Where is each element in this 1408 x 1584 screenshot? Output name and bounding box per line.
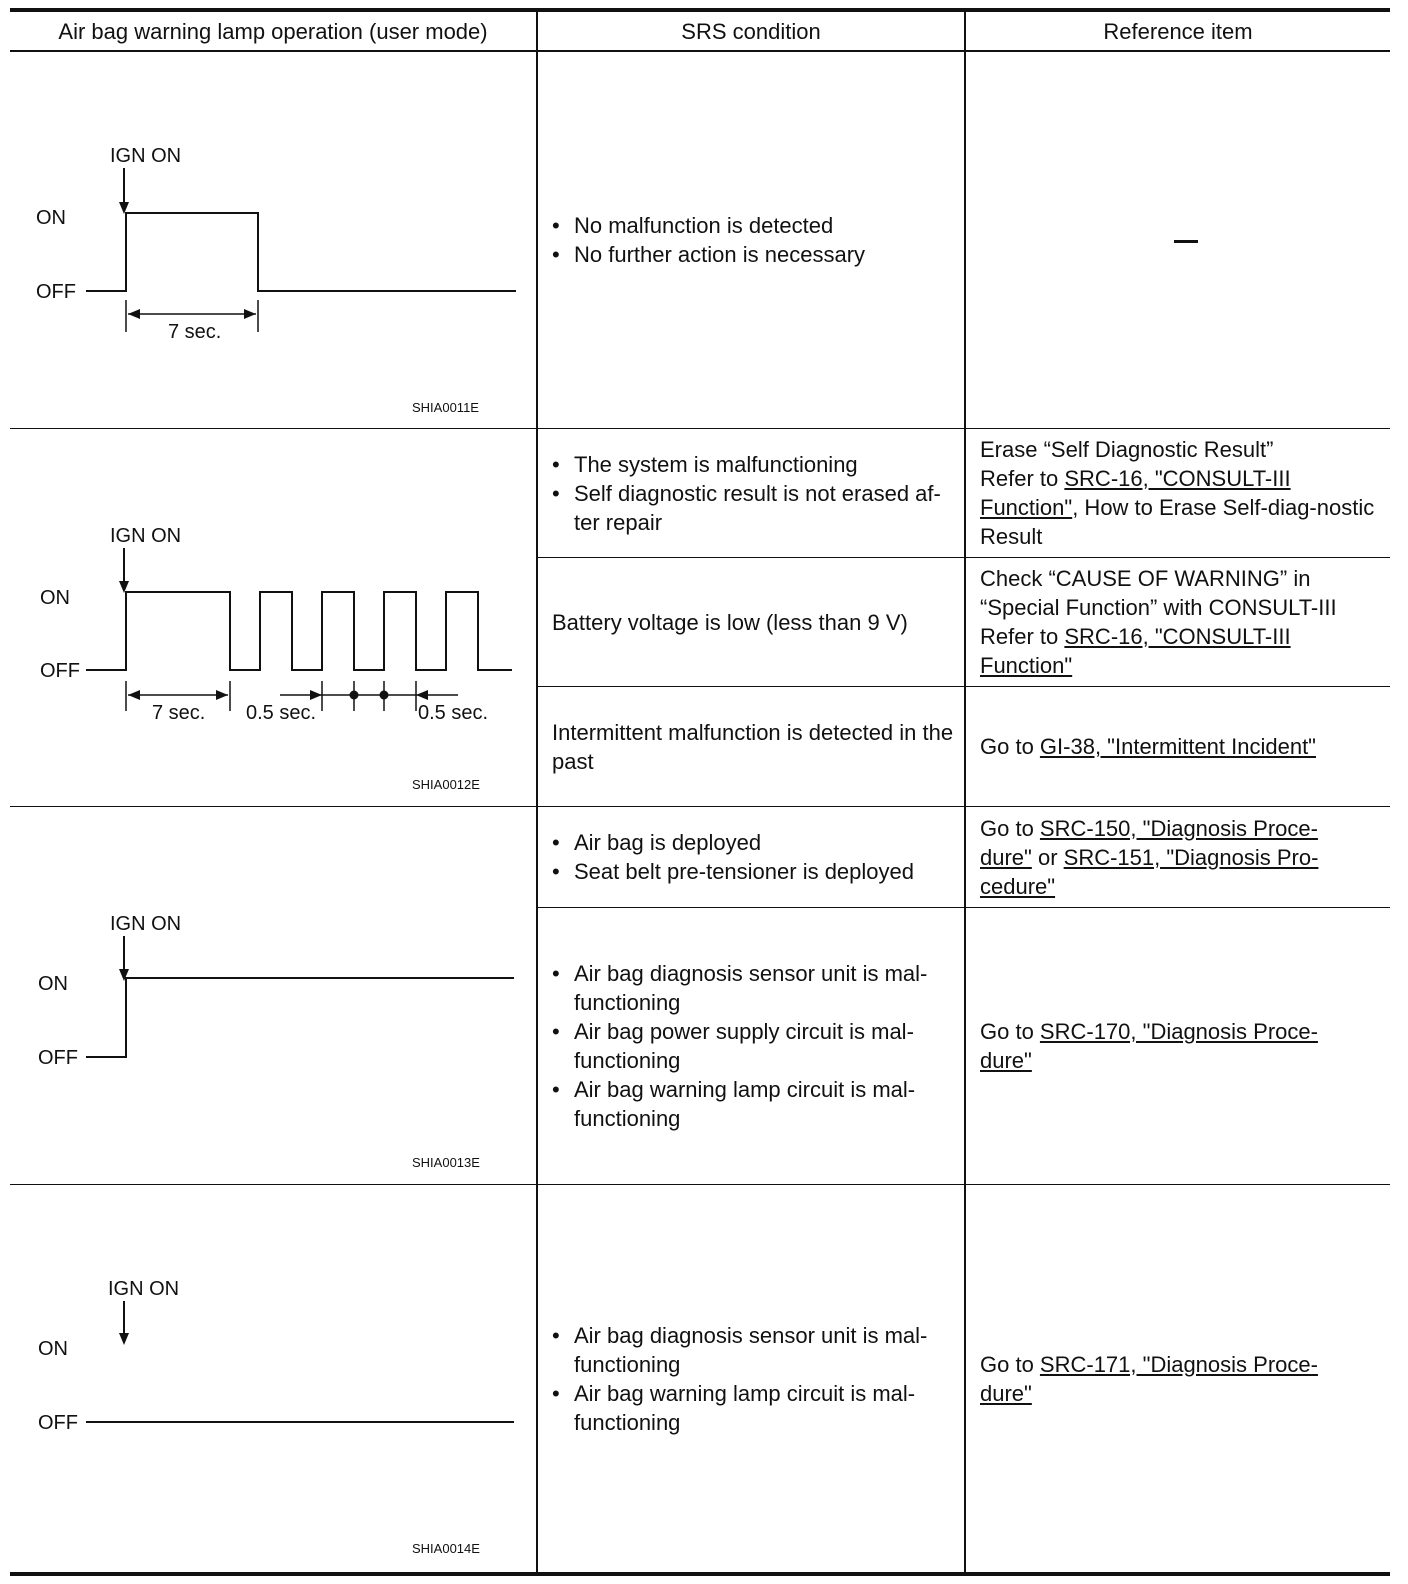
- srs-warning-lamp-table: [10, 8, 1390, 1576]
- reference-link-src-171[interactable]: SRC-171, "Diagnosis Proce-dure": [980, 1351, 1318, 1406]
- lamp-timing-diagram-off: [10, 1185, 550, 1572]
- lamp-timing-diagram-blinking: [10, 429, 550, 806]
- reference-link-src-170[interactable]: SRC-170, "Diagnosis Proce-dure": [980, 1019, 1318, 1073]
- condition-list: [550, 959, 962, 1133]
- figure-code: SHIA0014E: [412, 1541, 480, 1556]
- ign-on-label: IGN ON: [110, 913, 182, 935]
- list-item: • Air bag warning lamp circuit is mal-functioning: [550, 1075, 962, 1133]
- header-reference-item: Reference item: [1103, 19, 1253, 44]
- condition-list: [550, 1321, 962, 1437]
- lamp-signal-trace: [86, 213, 516, 291]
- on-level-label: ON: [40, 587, 70, 609]
- reference-link-src-150[interactable]: SRC-150, "Diagnosis Proce-dure": [980, 815, 1318, 870]
- reference-text: or: [1031, 844, 1064, 870]
- list-item: • Air bag warning lamp circuit is mal-functioning: [550, 1379, 962, 1437]
- table-top-rule: [10, 8, 1390, 12]
- duration-label: 7 sec.: [168, 321, 222, 343]
- row2b-condition-cell: [552, 558, 962, 686]
- reference-link-gi-38[interactable]: GI-38, "Intermittent Incident": [1039, 734, 1316, 759]
- list-item: • The system is malfunctioning: [550, 450, 962, 479]
- row3b-condition-cell: [550, 908, 962, 1184]
- row4-reference-cell: [980, 1185, 1360, 1572]
- list-item: • Air bag power supply circuit is mal-functioning: [550, 1017, 962, 1075]
- condition-list: [550, 450, 962, 537]
- figure-code: SHIA0011E: [412, 400, 479, 415]
- list-item: • Self diagnostic result is not erased af-ter repair: [550, 479, 962, 537]
- row2b-reference-cell: [980, 558, 1385, 686]
- ign-arrow-icon: [119, 1333, 129, 1345]
- reference-text: Go to: [980, 734, 1040, 759]
- ign-on-label: IGN ON: [108, 1278, 180, 1300]
- condition-list: [550, 828, 962, 886]
- list-item: • Seat belt pre-tensioner is deployed: [550, 857, 962, 886]
- duration-label: 0.5 sec.: [246, 702, 317, 724]
- reference-link-src-16[interactable]: SRC-16, "CONSULT-III Function": [980, 466, 1291, 520]
- duration-label: 0.5 sec.: [418, 702, 489, 724]
- row4-condition-cell: [550, 1185, 962, 1572]
- list-item: • No malfunction is detected: [550, 211, 960, 240]
- list-item: • Air bag diagnosis sensor unit is mal-functioning: [550, 1321, 962, 1379]
- reference-text: Refer to: [980, 466, 1065, 491]
- row2c-condition-cell: [552, 687, 962, 806]
- list-item: • No further action is necessary: [550, 240, 960, 269]
- list-item: • Air bag diagnosis sensor unit is mal-functioning: [550, 959, 962, 1017]
- row2a-reference-cell: [980, 429, 1385, 557]
- table-bottom-rule: [10, 1572, 1390, 1576]
- header-lamp-operation: Air bag warning lamp operation (user mode): [58, 19, 488, 44]
- dim-arrow-icon: [244, 309, 256, 319]
- condition-list: [550, 211, 960, 269]
- off-level-label: OFF: [38, 1412, 78, 1434]
- ign-arrow-icon: [119, 969, 129, 981]
- dim-arrow-icon: [310, 690, 322, 700]
- row3a-reference-cell: [980, 807, 1360, 907]
- on-level-label: ON: [36, 207, 66, 229]
- lamp-timing-diagram-normal: [10, 52, 550, 428]
- figure-code: SHIA0012E: [412, 777, 480, 792]
- reference-text: Refer to: [980, 624, 1065, 649]
- lamp-signal-trace: [86, 978, 514, 1057]
- off-level-label: OFF: [40, 660, 80, 682]
- reference-link-src-151[interactable]: SRC-151, "Diagnosis Pro-cedure": [980, 844, 1319, 899]
- duration-label: 7 sec.: [152, 702, 206, 724]
- reference-text: Go to: [980, 1019, 1040, 1044]
- reference-text: Check “CAUSE OF WARNING” in “Special Function” with CONSULT-III: [980, 566, 1337, 620]
- ign-on-label: IGN ON: [110, 145, 182, 167]
- dim-arrow-icon: [216, 690, 228, 700]
- ign-on-label: IGN ON: [110, 525, 182, 547]
- header-srs-condition: SRS condition: [681, 19, 821, 44]
- row3a-condition-cell: [550, 807, 962, 907]
- reference-link-src-16[interactable]: SRC-16, "CONSULT-III Function": [980, 624, 1291, 678]
- row2a-condition-cell: [550, 429, 962, 557]
- off-level-label: OFF: [36, 281, 76, 303]
- reference-text: Go to: [980, 815, 1040, 841]
- row3b-reference-cell: [980, 908, 1360, 1184]
- column-divider: [964, 8, 966, 1576]
- off-level-label: OFF: [38, 1047, 78, 1069]
- dim-arrow-icon: [416, 690, 428, 700]
- list-item: • Air bag is deployed: [550, 828, 962, 857]
- on-level-label: ON: [38, 1338, 68, 1360]
- reference-text: Erase “Self Diagnostic Result”: [980, 437, 1274, 462]
- dim-dot-icon: [380, 691, 389, 700]
- no-reference-dash: [1174, 240, 1198, 243]
- lamp-timing-diagram-continuous: [10, 807, 550, 1184]
- on-level-label: ON: [38, 973, 68, 995]
- dim-dot-icon: [350, 691, 359, 700]
- reference-text: , How to Erase Self-diag-nostic Result: [980, 495, 1375, 549]
- dim-arrow-icon: [128, 309, 140, 319]
- reference-text: Go to: [980, 1351, 1040, 1377]
- dim-arrow-icon: [128, 690, 140, 700]
- figure-code: SHIA0013E: [412, 1155, 480, 1170]
- row2c-reference-cell: [980, 687, 1385, 806]
- condition-text: Battery voltage is low (less than 9 V): [552, 609, 908, 635]
- row1-condition-cell: [550, 52, 960, 428]
- lamp-signal-trace: [86, 592, 512, 670]
- condition-text: Intermittent malfunction is detected in the past: [552, 719, 954, 774]
